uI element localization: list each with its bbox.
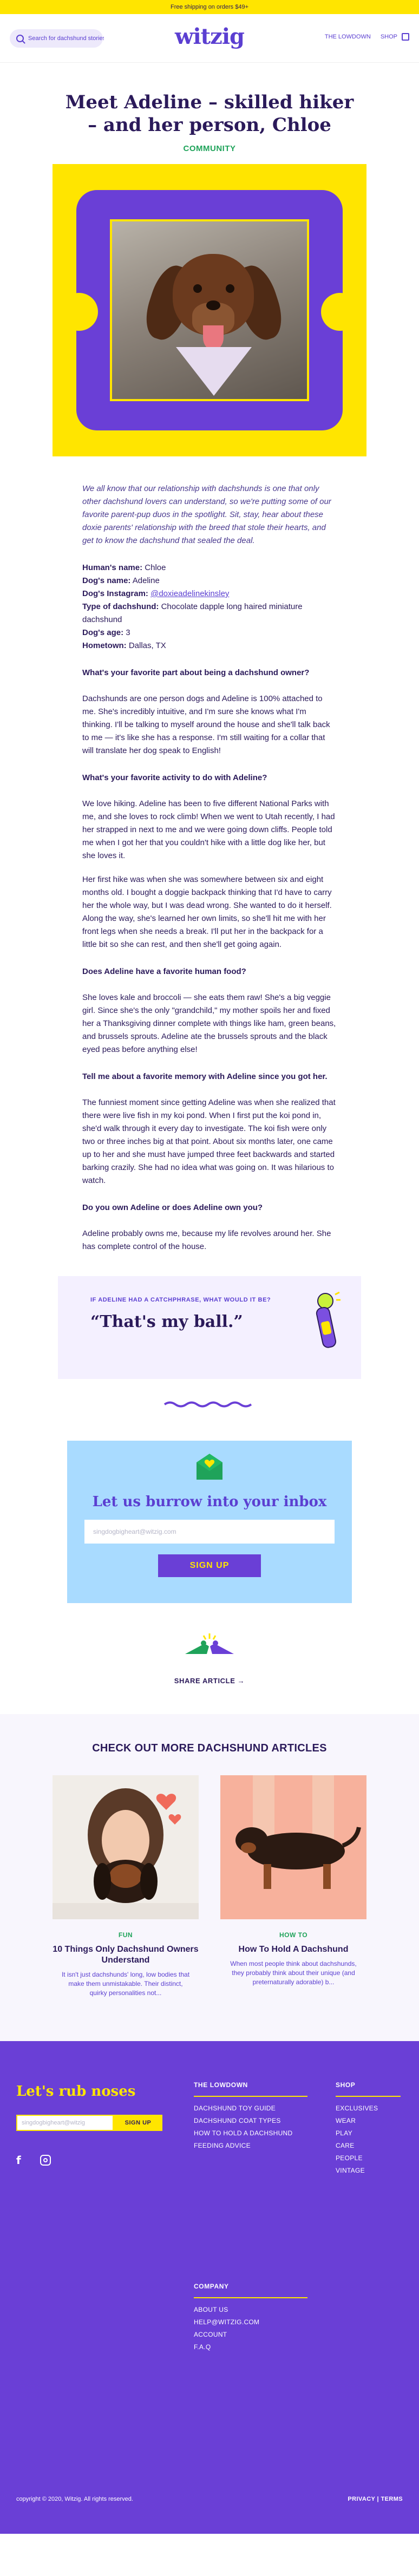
dog-nose — [206, 300, 220, 310]
main-nav — [325, 34, 409, 41]
envelope-icon — [195, 1454, 224, 1481]
answer: Her first hike was when she was somewhere between six and eight months old. I bought a doggie backpack thinking that I'd have to carry her the whole way, but I was dead wrong. She wanted to do it herself. Along the way, she's learned her own limits, so she'll hit me with her front legs when she needs a break. I'll put her in the backpack for a little bit so she can rest, and then she'll get going again. — [82, 875, 332, 949]
catchphrase-card — [58, 1276, 361, 1379]
article-card-title[interactable]: 10 Things Only Dachshund Owners Understand — [53, 1945, 199, 1965]
fact-label: Dog's age: — [82, 628, 124, 637]
search-icon — [16, 35, 24, 42]
footer-link[interactable]: CARE — [336, 2142, 355, 2149]
share-article-link[interactable]: SHARE ARTICLE → — [174, 1677, 245, 1685]
dog-bandana — [176, 347, 252, 396]
shopping-bag-icon[interactable] — [402, 33, 409, 41]
held-dachshund-image — [220, 1775, 366, 1919]
article-card-category: FUN — [118, 1931, 133, 1939]
footer-link[interactable]: EXCLUSIVES — [336, 2104, 378, 2112]
fact-label: Dog's name: — [82, 576, 131, 585]
footer-column-heading: COMPANY — [194, 2280, 307, 2298]
woman-with-dachshund-image — [53, 1775, 199, 1919]
fact-value: Chloe — [145, 563, 166, 572]
search-bar[interactable] — [10, 29, 103, 48]
footer-lowdown-column — [194, 2079, 307, 2152]
dog-photo — [110, 219, 309, 401]
newsletter-title: Let us burrow into your inbox — [92, 1494, 327, 1510]
fact-row — [82, 574, 337, 587]
legal-separator: | — [377, 2496, 379, 2502]
article-card-description: When most people think about dachshunds, they probably think about their unique (and preternaturally adorable) b... — [230, 1960, 357, 1986]
footer-email-input[interactable] — [16, 2115, 114, 2131]
footer-link[interactable]: ABOUT US — [194, 2306, 228, 2313]
high-five-paws-icon — [180, 1632, 239, 1665]
site-logo[interactable]: witzig — [175, 24, 244, 49]
footer-column-heading: THE LOWDOWN — [194, 2079, 307, 2097]
picture-frame — [76, 190, 343, 430]
footer-link[interactable]: F.A.Q — [194, 2343, 211, 2351]
article-intro: We all know that our relationship with dachshunds is one that only other dachshund lovers can understand, so we're putting some of our favorite parent-pup duos in the spotlight. Sit, stay, hear about these doxie parents' relationship with the breed that stole their hearts, and get to know the dachshund that sealed the deal. — [82, 484, 331, 545]
privacy-link[interactable]: PRIVACY — [348, 2496, 376, 2502]
site-footer — [0, 2041, 419, 2534]
article-title: Meet Adeline – skilled hiker – and her person, Chloe — [65, 91, 354, 136]
article-card[interactable] — [220, 1775, 366, 1998]
dog-facts — [82, 561, 337, 652]
newsletter-email-input[interactable] — [84, 1520, 335, 1544]
promo-banner — [0, 0, 419, 14]
article-category[interactable]: COMMUNITY — [183, 144, 236, 153]
search-input[interactable] — [28, 35, 104, 42]
article-cards — [0, 1775, 419, 1998]
share-section — [0, 1632, 419, 1686]
footer-link[interactable]: PLAY — [336, 2129, 352, 2137]
dog-eye-right — [226, 284, 234, 293]
newsletter-signup-button[interactable]: SIGN UP — [158, 1554, 261, 1577]
footer-link[interactable]: HELP@WITZIG.COM — [194, 2318, 260, 2326]
article-card-image[interactable] — [53, 1775, 199, 1919]
answer: Adeline probably owns me, because my life revolves around her. She has complete control of the house. — [82, 1229, 331, 1251]
footer-company-column — [194, 2280, 307, 2353]
fact-value: 3 — [126, 628, 130, 637]
ball-launcher-icon — [309, 1291, 342, 1356]
footer-title: Let's rub noses — [16, 2083, 136, 2100]
catchphrase-quote: “That's my ball.” — [90, 1312, 243, 1331]
footer-link[interactable]: FEEDING ADVICE — [194, 2142, 251, 2149]
footer-column-heading: SHOP — [336, 2079, 401, 2097]
fact-label: Dog's Instagram: — [82, 589, 148, 598]
fact-label: Hometown: — [82, 641, 127, 650]
fact-value: Dallas, TX — [128, 641, 166, 650]
answer: Dachshunds are one person dogs and Adeline is 100% attached to me. She's incredibly intuitive, and I'm sure she knows what I'm thinking. I'll be talking to myself around the house and she'll talk back to me — it's like she has a response. I'm still waiting for a collar that will translate her dog speak to English! — [82, 694, 330, 755]
fact-row — [82, 600, 337, 626]
nav-link-lowdown[interactable]: THE LOWDOWN — [324, 34, 371, 40]
fact-value: Adeline — [132, 576, 160, 585]
catchphrase-label: IF ADELINE HAD A CATCHPHRASE, WHAT WOULD IT BE? — [90, 1297, 271, 1303]
newsletter-signup — [67, 1441, 352, 1603]
answer: The funniest moment since getting Adeline was when she realized that there were live fish in my koi pond. When I first put the koi pond in, she'd walk through it every day to investigate. The koi fish were only two or three inches big at that point. About six months later, one came up to her and she must have jumped three feet backwards and started barking crazily. She had no idea what was going on. It was hilarious to watch. — [82, 1098, 336, 1185]
fact-row — [82, 626, 337, 639]
more-articles — [0, 1714, 419, 2041]
footer-link[interactable]: HOW TO HOLD A DACHSHUND — [194, 2129, 293, 2137]
answer: We love hiking. Adeline has been to five different National Parks with me, and she loves to rock climb! When we went to Utah recently, I had her strapped in next to me and we were going down cliffs. People told me when I got her that you couldn't hike with a little dog like her, but she loves it. — [82, 799, 335, 860]
squiggle-divider — [163, 1401, 256, 1408]
site-header — [0, 14, 419, 63]
article-card-title[interactable]: How To Hold A Dachshund — [238, 1945, 349, 1954]
copyright-text: copyright © 2020, Witzig. All rights reserved. — [16, 2496, 133, 2502]
promo-text: Free shipping on orders $49+ — [170, 4, 248, 10]
instagram-link[interactable]: @doxieadelinekinsley — [150, 589, 230, 598]
footer-link[interactable]: ACCOUNT — [194, 2331, 227, 2338]
fact-value: Chocolate dapple long haired miniature dachshund — [82, 602, 303, 624]
terms-link[interactable]: TERMS — [381, 2496, 403, 2502]
article-card-image[interactable] — [220, 1775, 366, 1919]
question: Does Adeline have a favorite human food? — [82, 967, 246, 976]
nav-link-shop[interactable]: SHOP — [380, 34, 397, 40]
instagram-icon[interactable] — [40, 2155, 51, 2166]
footer-link[interactable]: VINTAGE — [336, 2167, 365, 2174]
dog-eye-left — [193, 284, 202, 293]
footer-link[interactable]: WEAR — [336, 2117, 356, 2124]
footer-shop-column — [336, 2079, 401, 2177]
fact-label: Type of dachshund: — [82, 602, 159, 611]
footer-link[interactable]: PEOPLE — [336, 2154, 363, 2162]
fact-label: Human's name: — [82, 563, 143, 572]
article-card[interactable] — [53, 1775, 199, 1998]
legal-links — [348, 2496, 403, 2502]
fact-row — [82, 639, 337, 652]
fact-row — [82, 561, 337, 574]
question: Tell me about a favorite memory with Adeline since you got her. — [82, 1072, 328, 1081]
facebook-icon[interactable]: f — [16, 2154, 21, 2167]
footer-signup-button[interactable]: SIGN UP — [114, 2115, 162, 2131]
question: What's your favorite part about being a dachshund owner? — [82, 668, 310, 677]
more-articles-title: CHECK OUT MORE DACHSHUND ARTICLES — [92, 1742, 327, 1754]
footer-link[interactable]: DACHSHUND TOY GUIDE — [194, 2104, 276, 2112]
article-card-category: HOW TO — [279, 1931, 308, 1939]
fact-row — [82, 587, 337, 600]
dog-tongue — [203, 325, 224, 350]
article-body — [82, 482, 337, 1253]
question: What's your favorite activity to do with Adeline? — [82, 773, 267, 782]
hero-image — [53, 164, 366, 456]
question: Do you own Adeline or does Adeline own you? — [82, 1203, 263, 1212]
article-card-description: It isn't just dachshunds' long, low bodies that make them unmistakable. Their distinct, quirky personalities not... — [61, 1971, 190, 1997]
answer: She loves kale and broccoli — she eats them raw! She's a big veggie girl. Since she's the only "grandchild," my mother spoils her and fixed her a Thanksgiving dinner complete with things like ham, green beans, and brussels sprouts. Adeline ate the brussels sprouts and the black eyed peas before anything else! — [82, 993, 336, 1054]
footer-link[interactable]: DACHSHUND COAT TYPES — [194, 2117, 281, 2124]
